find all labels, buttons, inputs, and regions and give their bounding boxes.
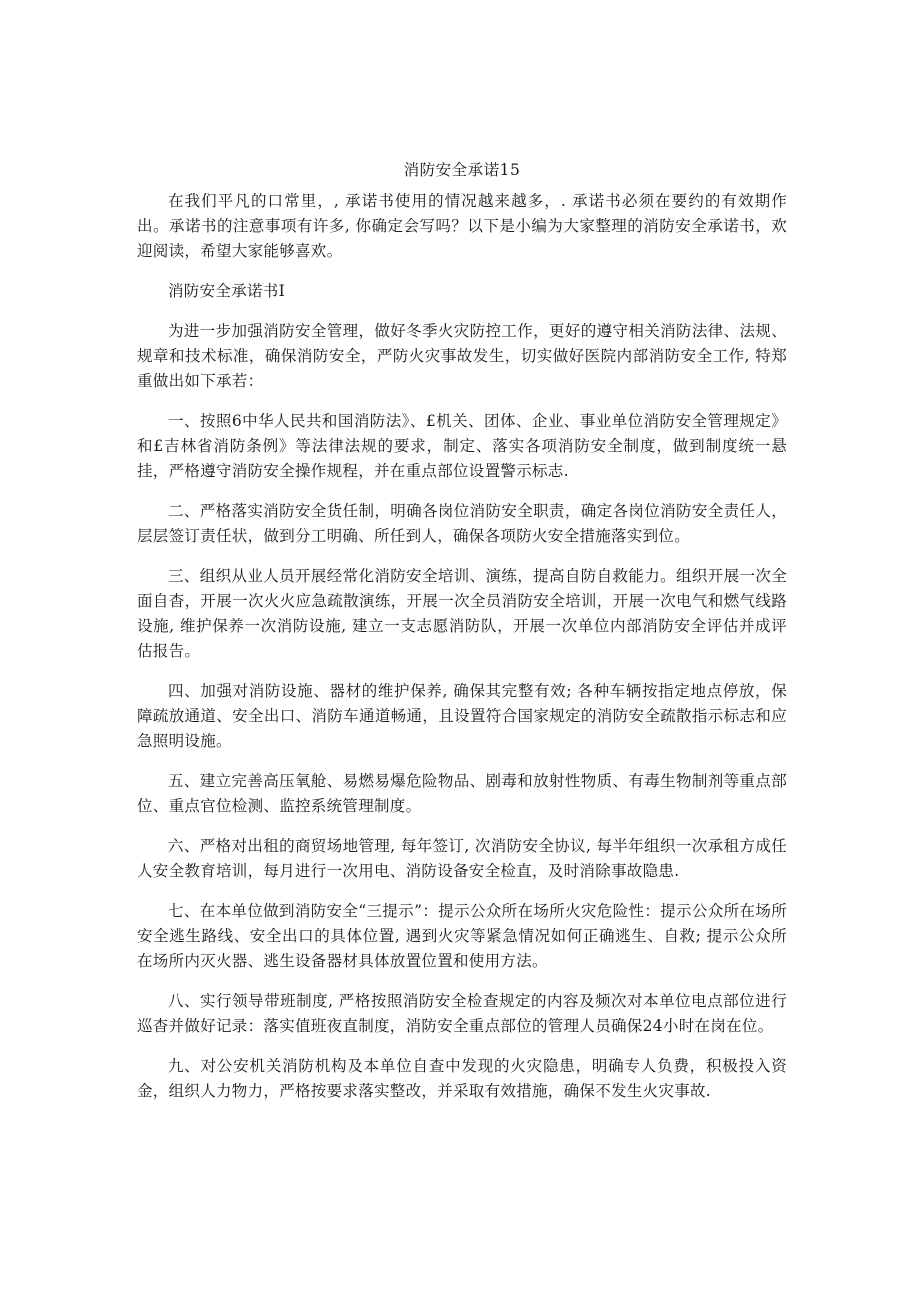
commitment-item-3: 三、组织从业人员开展经常化消防安全培训、演练，提高自防自救能力。组织开展一次全面自杳，开展一次火火应急疏散演练，开展一次全员消防安全培训，开展一次电气和燃气线路设施, 维护保养一次消防设施, 建立一支志愿消防队，开展一次单位内部消防安全评估并成评估报告。 xyxy=(137,567,787,660)
intro-paragraph: 在我们平凡的口常里，, 承诺书使用的情况越来越多，. 承诺书必须在要约的有效期作出。承诺书的注意事项有许多, 你确定会写吗？以下是小编为大家整理的消防安全承诺书，欢迎阅读，希望大家能够喜欢。 xyxy=(137,192,787,260)
commitment-item-1: 一、按照6中华人民共和国消防法》、£机关、团体、企业、事业单位消防安全管理规定》和£吉林省消防条例》等法律法规的要求，制定、落实各项消防安全制度，做到制度统一悬挂，严格遵守消防安全操作规程，并在重点部位设置警示标志. xyxy=(137,412,787,480)
section-title: 消防安全承诺书I xyxy=(168,282,286,300)
commitment-item-7: 七、在本单位做到消防安全“三提示”：提示公众所在场所火灾危险性：提示公众所在场所安全逃生路线、安全出口的具体位置, 遇到火灾等紧急情况如何正确逃生、自救; 提示公众所在场所内灭火器、逃生设备器材具体放置位置和使用方法。 xyxy=(137,902,787,970)
commitment-item-5: 五、建立完善高压氧舱、易燃易爆危险物品、剧毒和放射性物质、有毒生物制剂等重点部位、重点官位检测、监控系统管理制度。 xyxy=(137,772,787,815)
commitment-item-9: 九、对公安机关消防机构及本单位自查中发现的火灾隐患，明确专人负费，积极投入资金，组织人力物力，严格按要求落实整改，并采取有效措施，确保不发生火灾事故. xyxy=(137,1057,787,1100)
document-body xyxy=(137,158,787,1119)
commitment-item-8: 八、实行领导带班制度, 严格按照消防安全检查规定的内容及频次对本单位电点部位进行巡杳并做好记录：落实值班夜直制度，消防安全重点部位的管理人员确保24小时在岗在位。 xyxy=(137,992,787,1035)
commitment-item-2: 二、严格落实消防安全货任制，明确各岗位消防安全职责，确定各岗位消防安全责任人，层层签订责任状，做到分工明确、所任到人，确保各项防火安全措施落实到位。 xyxy=(137,502,787,545)
commitment-item-4: 四、加强对消防设施、器材的维护保养, 确保其完整有效; 各种车辆按指定地点停放，保障疏放通道、安全出口、消防车通道畅通，且设置符合国家规定的消防安全疏散指示标志和应急照明设施。 xyxy=(137,682,787,750)
document-title: 消防安全承诺15 xyxy=(403,161,521,179)
preamble-paragraph: 为进一步加强消防安全管理，做好冬季火灾防控工作，更好的遵守相关消防法律、法规、规章和技术标准，确保消防安全，严防火灾事故发生，切实做好医院内部消防安全工作, 特郑重做出如下承若： xyxy=(137,322,787,390)
commitment-item-6: 六、严格对出租的商贸场地管理, 每年签订, 次消防安全协议, 每半年组织一次承租方成任人安全教育培训，每月进行一次用电、消防设备安全检直，及时消除事故隐患. xyxy=(137,837,787,880)
